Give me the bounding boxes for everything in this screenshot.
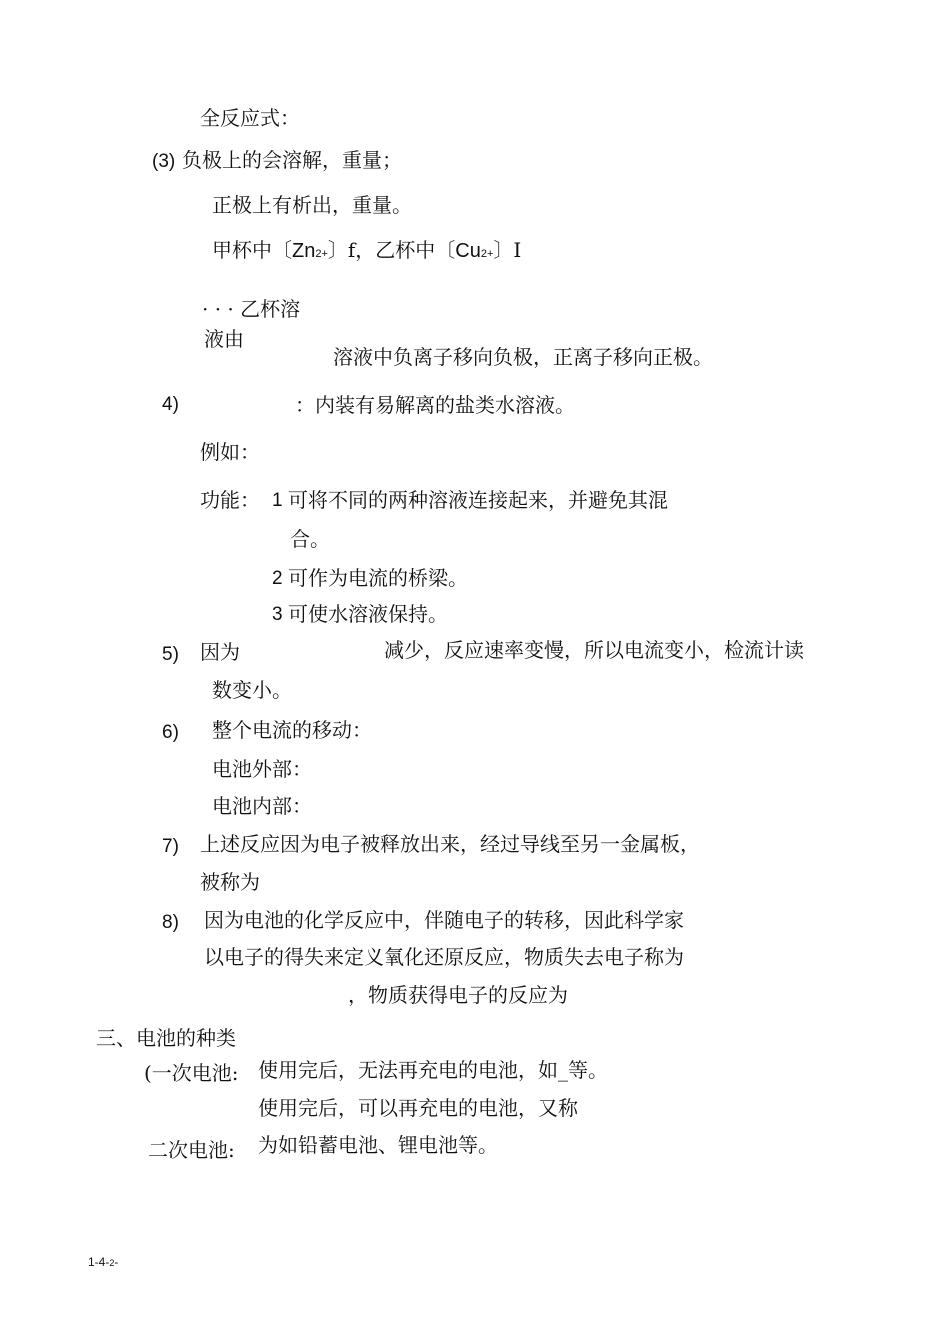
line-current-movement: 整个电流的移动： [212, 718, 372, 742]
line-outside-battery: 电池外部： [212, 757, 312, 781]
line-rechargeable: 使用完后，可以再充电的电池，又称 [258, 1096, 578, 1120]
line-primary-battery: 使用完后，无法再充电的电池，如_等。 [258, 1058, 608, 1082]
line-cup-b-solution: · · · 乙杯溶 [202, 297, 301, 321]
line-gain-electron: ，物质获得电子的反应为 [348, 983, 568, 1007]
item-number-3: (3) [152, 151, 176, 172]
line-function-1-cont: 合。 [290, 527, 330, 551]
line-function-2: 可作为电流的桥梁。 [288, 566, 468, 590]
line-reading-decrease: 数变小。 [212, 678, 292, 702]
line-cathode-deposit: 正极上有析出，重量。 [212, 193, 412, 217]
line-full-reaction: 全反应式： [200, 106, 300, 130]
line-salt-bridge: ：内装有易解离的盐类水溶液。 [295, 393, 575, 417]
page-number: 1-4-2- [88, 1255, 119, 1269]
function-number-2: 2 [272, 568, 283, 589]
item-number-7: 7) [162, 836, 179, 857]
line-electron-release: 上述反应因为电子被释放出来，经过导线至另一金属板， [200, 832, 700, 856]
item-number-4: 4) [162, 394, 179, 415]
line-inside-battery: 电池内部： [212, 794, 312, 818]
line-electron-transfer: 因为电池的化学反应中，伴随电子的转移，因此科学家 [204, 908, 684, 932]
label-secondary-battery: 二次电池: [148, 1138, 235, 1162]
line-ion-migration: 溶液中负离子移向负极，正离子移向正极。 [333, 345, 713, 369]
item-number-8: 8) [162, 912, 179, 933]
line-ion-concentration: 甲杯中〔Zn2+〕f，乙杯中〔Cu2+〕I [212, 238, 522, 262]
line-anode-dissolve: 负极上的会溶解，重量； [182, 148, 402, 172]
line-solution-from: 液由 [204, 327, 244, 351]
item-number-6: 6) [162, 722, 179, 743]
function-number-3: 3 [272, 604, 283, 625]
item-number-5: 5) [162, 644, 179, 665]
line-rate-decrease: 减少，反应速率变慢，所以电流变小，检流计读 [384, 638, 804, 662]
line-example: 例如： [200, 440, 260, 464]
line-function-1: 可将不同的两种溶液连接起来，并避免其混 [288, 488, 668, 512]
label-function: 功能： [200, 488, 260, 512]
line-called: 被称为 [200, 870, 260, 894]
line-redox-definition: 以电子的得失来定义氧化还原反应，物质失去电子称为 [204, 945, 684, 969]
section-heading-battery-types: 三、电池的种类 [96, 1026, 236, 1050]
label-primary-battery: (一次电池: [144, 1061, 239, 1085]
function-number-1: 1 [272, 490, 283, 511]
line-function-3: 可使水溶液保持。 [288, 602, 448, 626]
line-secondary-battery: 为如铅蓄电池、锂电池等。 [258, 1133, 498, 1157]
line-because: 因为 [200, 640, 240, 664]
